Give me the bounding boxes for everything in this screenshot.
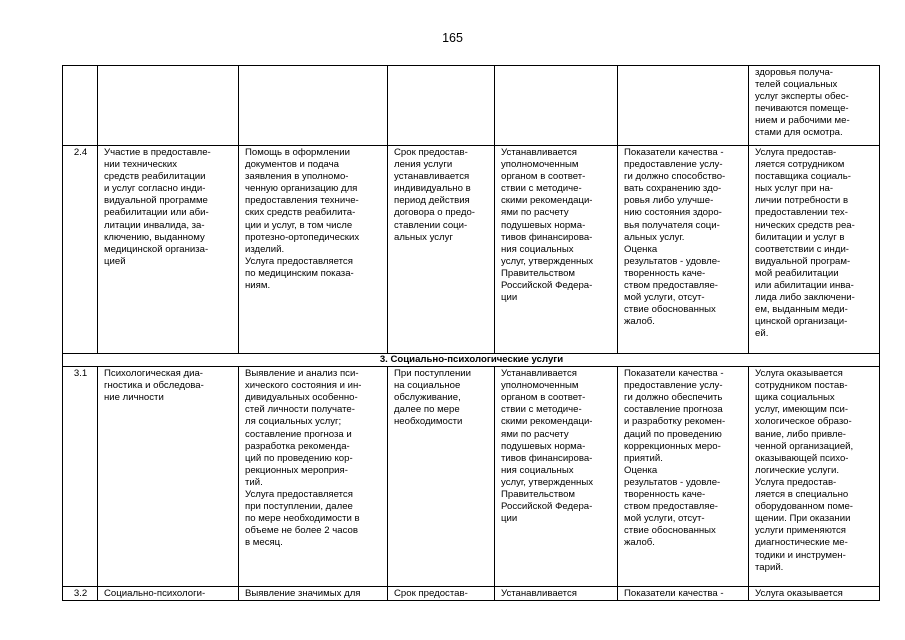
section-row-3 xyxy=(63,354,880,367)
cell-quality: Показатели качества - предоставление услу- ги должно обеспечить составление прогноза и разработку рекомен- даций по проведению коррекционных меро- приятий. Оценка результатов - удовле- творенность каче- ством предоставляе- мой услуги, отсут- ствие обоснованных жалоб. xyxy=(618,367,749,587)
cell-norm: Устанавливается xyxy=(495,587,618,601)
cell-norm: Устанавливается уполномоченным органом в соответ- ствии с методиче- скими рекомендаци- ями по расчету подушевых норма- тивов финансирова- ния социальных услуг, утвержденных Правительством Российской Федера- ции xyxy=(495,146,618,354)
cell-quality: Показатели качества - xyxy=(618,587,749,601)
cell-description: Выявление значимых для xyxy=(239,587,388,601)
cell-term: При поступлении на социальное обслуживание, далее по мере необходимости xyxy=(388,367,495,587)
cell-term: Срок предостав- ления услуги устанавливается индивидуально в период действия договора о предо- ставлении соци- альных услуг xyxy=(388,146,495,354)
cell-num xyxy=(63,66,98,146)
cell-quality: Показатели качества - предоставление услу- ги должно способство- вать сохранению здо- ровья либо улучше- нию состояния здоро- вья получателя соци- альных услуг. Оценка результатов - удовле- творенность каче- ством предоставляе- мой услуги, отсут- ствие обоснованных жалоб. xyxy=(618,146,749,354)
cell-description: Помощь в оформлении документов и подача заявления в уполномо- ченную организацию для предоставления техниче- ских средств реабилита- ции и услуг, в том числе протезно-ортопедических изделий. Услуга предоставляется по медицинским показа- ниям. xyxy=(239,146,388,354)
cell-term: Срок предостав- xyxy=(388,587,495,601)
cell-conditions: Услуга предостав- ляется сотрудником поставщика социаль- ных услуг при на- личии потребности в предоставлении тех- нических средств реа- билитации и услуг в соответствии с инди- видуальной програм- мой реабилитации или абилитации инва- лида либо заключени- ем, выданным меди- цинской организаци- ей. xyxy=(749,146,880,354)
cell-description xyxy=(239,66,388,146)
table-row-3-2 xyxy=(63,587,880,601)
services-table xyxy=(62,65,880,601)
cell-norm xyxy=(495,66,618,146)
cell-term xyxy=(388,66,495,146)
cell-name: Психологическая диа- гностика и обследова- ние личности xyxy=(98,367,239,587)
page-number: 165 xyxy=(442,31,463,45)
cell-num: 3.1 xyxy=(63,367,98,587)
cell-quality xyxy=(618,66,749,146)
table-row-2-4 xyxy=(63,146,880,354)
cell-num: 3.2 xyxy=(63,587,98,601)
cell-conditions: Услуга оказывается сотрудником постав- щика социальных услуг, имеющим пси- хологическое образо- вание, либо привле- ченной организацией, оказывающей психо- логические услуги. Услуга предостав- ляется в специально оборудованном поме- щении. При оказании услуги применяются диагностические ме- тодики и инструмен- тарий. xyxy=(749,367,880,587)
cell-norm: Устанавливается уполномоченным органом в соответ- ствии с методиче- скими рекомендаци- ями по расчету подушевых норма- тивов финансирова- ния социальных услуг, утвержденных Правительством Российской Федера- ции xyxy=(495,367,618,587)
table-row-continuation xyxy=(63,66,880,146)
cell-num: 2.4 xyxy=(63,146,98,354)
cell-name xyxy=(98,66,239,146)
cell-name: Участие в предоставле- нии технических средств реабилитации и услуг согласно инди- видуальной программе реабилитации или аби- литации инвалида, за- ключению, выданному медицинской организа- цией xyxy=(98,146,239,354)
cell-name: Социально-психологи- xyxy=(98,587,239,601)
table-row-3-1 xyxy=(63,367,880,587)
cell-conditions: здоровья получа- телей социальных услуг эксперты обес- печиваются помеще- нием и рабочими ме- стами для осмотра. xyxy=(749,66,880,146)
cell-conditions: Услуга оказывается xyxy=(749,587,880,601)
cell-description: Выявление и анализ пси- хического состояния и ин- дивидуальных особенно- стей личности получате- ля социальных услуг; составление прогноза и разработка рекоменда- ций по проведению кор- рекционных мероприя- тий. Услуга предоставляется при поступлении, далее по мере необходимости в объеме не более 2 часов в месяц. xyxy=(239,367,388,587)
section-title: 3. Социально-психологические услуги xyxy=(63,354,880,367)
